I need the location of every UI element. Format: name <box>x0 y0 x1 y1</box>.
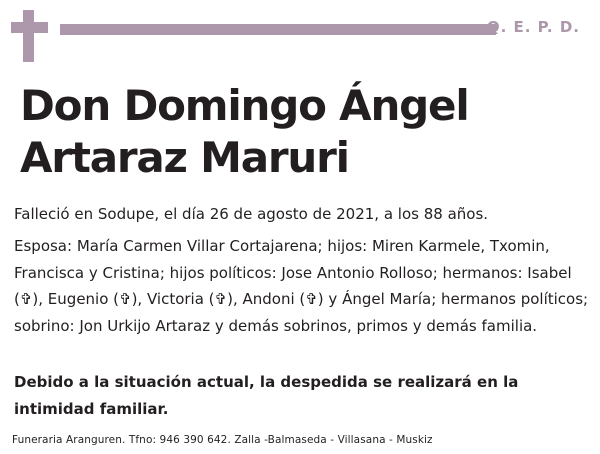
name-line-1: Don Domingo Ángel <box>20 81 469 130</box>
header-rule <box>60 24 496 35</box>
death-info: Falleció en Sodupe, el día 26 de agosto de 2021, a los 88 años. <box>14 205 489 223</box>
name-line-2: Artaraz Maruri <box>20 133 349 182</box>
deceased-name <box>20 80 590 184</box>
cross-vertical-bar <box>23 10 34 62</box>
qepd-label: Q. E. P. D. <box>486 18 580 36</box>
farewell-notice: Debido a la situación actual, la despedida se realizará en la intimidad familiar. <box>14 373 519 418</box>
funeral-home-info: Funeraria Aranguren. Tfno: 946 390 642. Zalla -Balmaseda - Villasana - Muskiz <box>12 434 433 446</box>
family-list: Esposa: María Carmen Villar Cortajarena; hijos: Miren Karmele, Txomin, Francisca y Cristina; hijos políticos: Jose Antonio Rolloso; hermanos: Isabel (✞), Eugenio (✞), Victoria (✞), Andoni (✞) y Ángel María; hermanos políticos; sobrino: Jon Urkijo Artaraz y demás sobrinos, primos y demás familia. <box>14 237 589 335</box>
cross-horizontal-bar <box>11 22 48 33</box>
